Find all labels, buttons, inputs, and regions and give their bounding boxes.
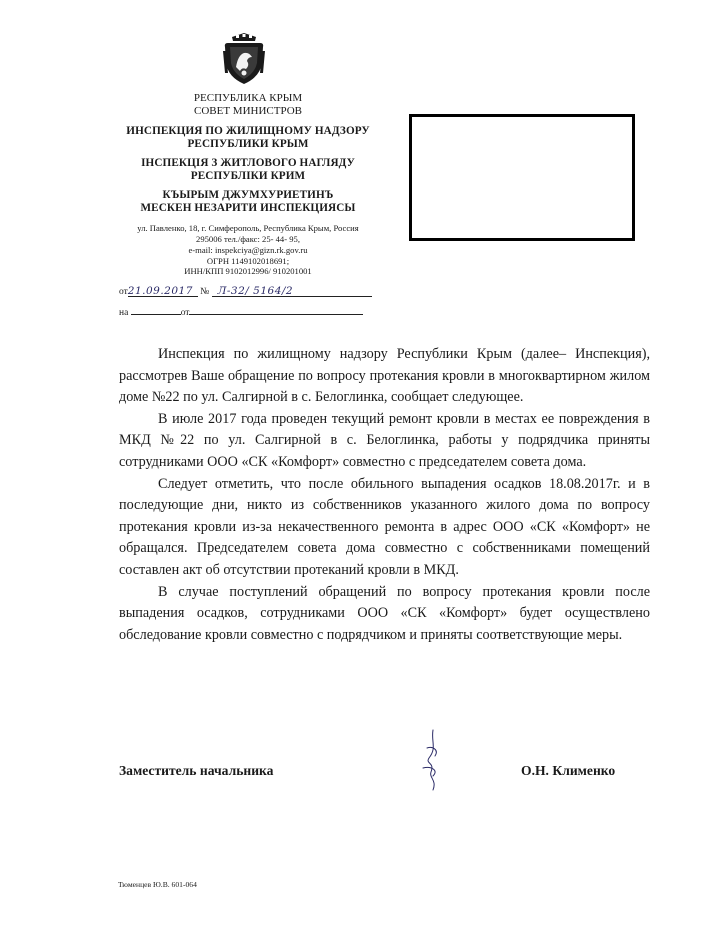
signatory-title: Заместитель начальника [119,763,274,778]
org-name-ct-line1: КЪЫРЫМ ДЖУМХУРИЕТИНЪ [162,189,334,201]
org-name-ct-line2: МЕСКЕН НЕЗАРИТИ ИНСПЕКЦИЯСЫ [140,202,356,214]
paragraph-1: Инспекция по жилищному надзору Республики Крым (далее– Инспекция), рассмотрев Ваше обращение по вопросу протекания кровли в многоквартирном жилом доме №22 по ул. Салгирной в с. Белоглинка, сообщает следующее. [119,346,650,406]
org-name-ua-line1: ІНСПЕКЦІЯ З ЖИТЛОВОГО НАГЛЯДУ [141,157,355,169]
paragraph-3: Следует отметить, что после обильного выпадения осадков 18.08.2017г. и в последующие дни, никто из собственников указанного жилого дома по вопросу протекания кровли из-за некачественного ремонта в адрес ООО «СК «Комфорт» не обращался. Председателем совета дома совместно с собственниками помещений составлен акт об отсутствии протеканий кровли в МКД. [119,475,650,578]
org-name-ua-line2: РЕСПУБЛІКИ КРИМ [190,170,306,182]
executor-info: Тюменцев Ю.В. 601-064 [118,880,197,889]
ref-date-field [189,303,363,315]
header-council: СОВЕТ МИНИСТРОВ [193,105,302,117]
letter-body [119,344,650,646]
org-email: e-mail: inspekciya@gizn.rk.gov.ru [188,245,308,255]
ref-prefix: на [119,308,129,318]
org-address: ул. Павленко, 18, г. Симферополь, Республика Крым, Россия [137,223,359,233]
signatory-name: О.Н. Клименко [521,763,616,778]
date-prefix: от [119,287,128,297]
number-prefix: № [200,287,210,297]
ref-from: от [180,308,190,318]
header-republic: РЕСПУБЛИКА КРЫМ [193,92,303,104]
paragraph-2: В июле 2017 года проведен текущий ремонт кровли в местах ее повреждения в МКД №22 по ул. Салгирной в с. Белоглинка, работы у подрядчика приняты сотрудниками ООО «СК «Комфорт» совместно с председателем совета дома. [119,410,650,470]
handwritten-signature-icon [413,728,453,792]
reference-line [119,303,363,319]
org-ogrn: ОГРН 1149102018691; [206,256,290,266]
coat-of-arms-icon [222,33,266,85]
number-field [212,285,372,297]
date-field [128,285,198,297]
addressee-box [409,114,635,241]
org-inn: ИНН/КПП 9102012996/ 910201001 [184,266,312,276]
org-name-ru-line2: РЕСПУБЛИКИ КРЫМ [187,138,309,150]
date-value: 21.09.2017 [127,285,193,297]
org-zip-phone: 295006 тел./факс: 25- 44- 95, [196,234,300,244]
paragraph-4: В случае поступлений обращений по вопросу протекания кровли после выпадения осадков, сотрудниками ООО «СК «Комфорт» будет осуществлено обследование кровли совместно с подрядчиком и приняты соответствующие меры. [119,583,650,643]
registration-line [119,285,372,298]
ref-number-field [131,303,181,315]
org-name-ru-line1: ИНСПЕКЦИЯ ПО ЖИЛИЩНОМУ НАДЗОРУ [126,125,370,137]
number-value: Л-32/ 5164/2 [217,285,294,297]
